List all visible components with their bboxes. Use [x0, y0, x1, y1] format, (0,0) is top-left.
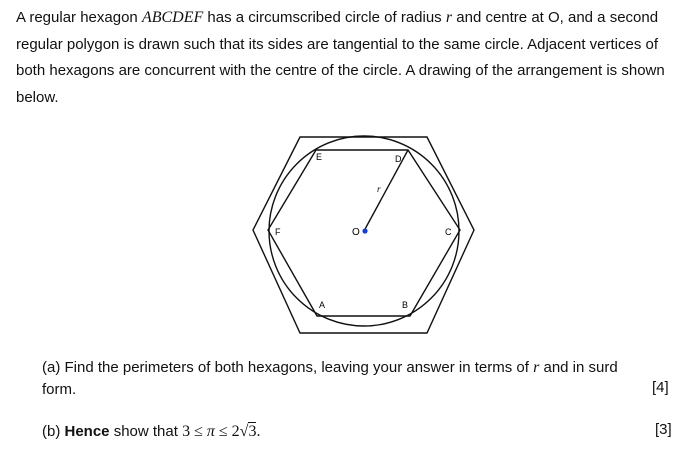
question-a-marks: [4] — [652, 379, 669, 396]
label-A: A — [319, 300, 326, 310]
outer-hexagon — [253, 137, 474, 333]
label-B: B — [402, 300, 409, 310]
intro-paragraph: A regular hexagon ABCDEF has a circumscribed circle of radius r and centre at O, and a second regular polygon is drawn such that its sides are tangential to the same circle. Adjacent vertices of both hexagons are concurrent with the centre of the circle. A drawing of the arrangement is shown below. — [16, 9, 665, 106]
question-a: (a) Find the perimeters of both hexagons, leaving your answer in terms of r and in surd form. — [42, 359, 618, 398]
label-E: E — [316, 152, 323, 162]
question-b-marks: [3] — [655, 421, 672, 438]
question-b: (b) Hence show that 3 ≤ π ≤ 2√3. — [42, 423, 261, 440]
label-D: D — [395, 154, 402, 164]
label-r: r — [377, 184, 381, 194]
label-O: O — [352, 227, 360, 238]
radius-symbol: r — [445, 9, 453, 26]
label-F: F — [275, 227, 281, 237]
hence-keyword: Hence — [64, 423, 110, 440]
centre-point — [362, 228, 367, 233]
inequality-expression: 3 ≤ π ≤ 2√3. — [182, 423, 261, 440]
hexagon-name: ABCDEF — [141, 9, 204, 26]
label-C: C — [445, 227, 452, 237]
question-a-r: r — [533, 359, 540, 376]
